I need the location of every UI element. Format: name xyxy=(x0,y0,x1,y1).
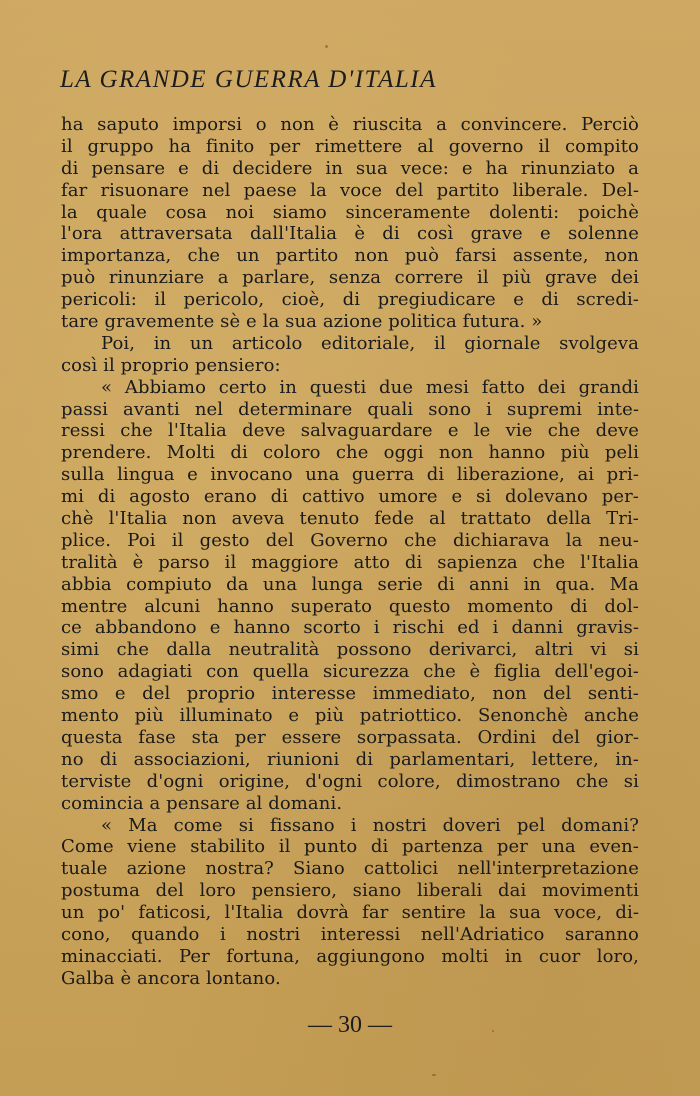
text-line: sono adagiati con quella sicurezza che è figlia dell'egoi- xyxy=(61,661,639,683)
text-line: la quale cosa noi siamo sinceramente dolenti: poichè xyxy=(61,201,639,223)
text-line: mentre alcuni hanno superato questo momento di dol- xyxy=(61,595,639,617)
text-line: ha saputo imporsi o non è riuscita a convincere. Perciò xyxy=(61,114,639,135)
text-line: Come viene stabilito il punto di partenza per una even- xyxy=(61,836,639,858)
text-line: questa fase sta per essere sorpassata. Ordini del gior- xyxy=(61,726,639,748)
text-line: smo e del proprio interesse immediato, non del senti- xyxy=(61,683,639,705)
text-line: terviste d'ogni origine, d'ogni colore, dimostrano che si xyxy=(61,770,639,792)
paper-speck xyxy=(325,45,328,48)
text-line: plice. Poi il gesto del Governo che dichiarava la neu- xyxy=(61,529,639,551)
text-line: ressi che l'Italia deve salvaguardare e le vie che deve xyxy=(61,420,639,442)
text-line: postuma del loro pensiero, siano liberali dai movimenti xyxy=(61,880,639,902)
text-line: « Ma come si fissano i nostri doveri pel domani? xyxy=(101,814,639,836)
text-line: tralità è parso il maggiore atto di sapienza che l'Italia xyxy=(61,551,639,573)
text-line: comincia a pensare al domani. xyxy=(61,792,343,814)
paper-speck xyxy=(432,1074,436,1076)
text-line: di pensare e di decidere in sua vece: e ha rinunziato a xyxy=(61,157,639,179)
text-line: cono, quando i nostri interessi nell'Adriatico saranno xyxy=(61,923,639,945)
text-line: Poi, in un articolo editoriale, il giornale svolgeva xyxy=(101,332,639,354)
text-line: ce abbandono e hanno scorto i rischi ed i danni gravis- xyxy=(61,617,639,639)
text-line: tuale azione nostra? Siano cattolici nell'interpretazione xyxy=(61,858,639,880)
text-line: no di associazioni, riunioni di parlamentari, lettere, in- xyxy=(61,748,639,770)
text-line: « Abbiamo certo in questi due mesi fatto dei grandi xyxy=(101,376,639,398)
running-head: LA GRANDE GUERRA D'ITALIA xyxy=(60,66,437,93)
text-line: può rinunziare a parlare, senza correre il più grave dei xyxy=(61,267,639,289)
text-line: passi avanti nel determinare quali sono i supremi inte- xyxy=(61,398,639,420)
text-line: simi che dalla neutralità possono derivarci, altri vi si xyxy=(61,639,639,661)
text-line: mi di agosto erano di cattivo umore e si dolevano per- xyxy=(61,486,639,508)
text-line: minacciati. Per fortuna, aggiungono molti in cuor loro, xyxy=(61,945,639,967)
text-line: abbia compiuto da una lunga serie di anni in qua. Ma xyxy=(61,573,639,595)
page-number: — 30 — xyxy=(308,1012,392,1038)
text-line: tare gravemente sè e la sua azione politica futura. » xyxy=(61,311,543,333)
text-line: pericoli: il pericolo, cioè, di pregiudicare e di scredi- xyxy=(61,289,639,311)
text-line: importanza, che un partito non può farsi assente, non xyxy=(61,245,639,267)
text-line: far risuonare nel paese la voce del partito liberale. Del- xyxy=(61,179,639,201)
text-line: chè l'Italia non aveva tenuto fede al trattato della Tri- xyxy=(61,508,639,530)
text-line: così il proprio pensiero: xyxy=(61,354,281,376)
text-line: un po' faticosi, l'Italia dovrà far sentire la sua voce, di- xyxy=(61,902,639,924)
text-line: sulla lingua e invocano una guerra di liberazione, ai pri- xyxy=(61,464,639,486)
paper-speck xyxy=(492,1030,494,1032)
text-line: il gruppo ha finito per rimettere al governo il compito xyxy=(61,135,639,157)
text-line: l'ora attraversata dall'Italia è di così grave e solenne xyxy=(61,223,639,245)
text-line: prendere. Molti di coloro che oggi non hanno più peli xyxy=(61,442,639,464)
text-line: mento più illuminato e più patriottico. Senonchè anche xyxy=(61,705,639,727)
text-line: Galba è ancora lontano. xyxy=(61,967,281,989)
body-text xyxy=(61,114,639,990)
